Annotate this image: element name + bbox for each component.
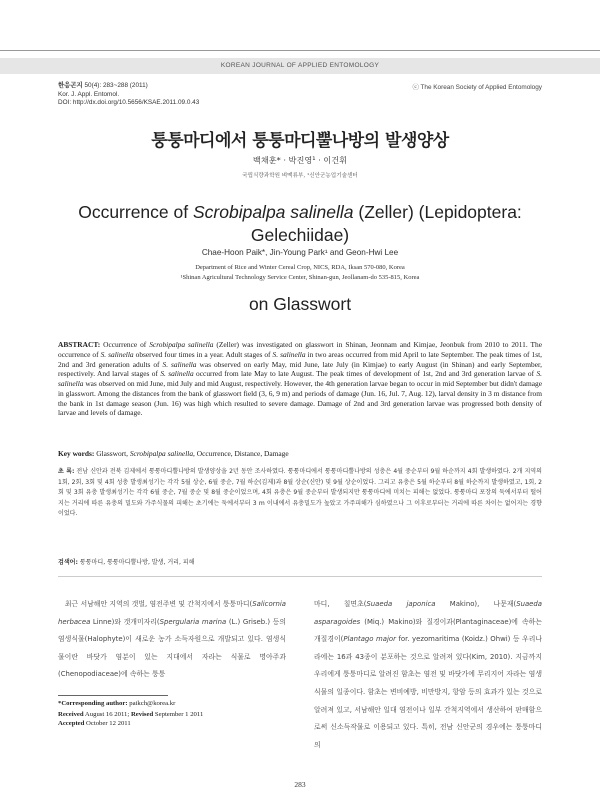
english-abstract	[58, 340, 542, 418]
corresponding-email: paikch@korea.kr	[127, 700, 176, 707]
journal-volume: 50(4): 283~288 (2011)	[82, 82, 148, 89]
english-affiliation	[0, 263, 600, 282]
english-authors: Chae-Hoon Paik*, Jin-Young Park¹ and Geon-Hwi Lee	[201, 248, 399, 257]
accepted-date: October 12 2011	[84, 719, 131, 727]
received-date: August 16 2011;	[83, 710, 131, 718]
species-name: S. salinella	[100, 349, 134, 359]
body-text: Linne)와 갯개미자리(	[90, 617, 160, 626]
body-text: for. yezomaritima (Koidz.) Ohwi) 등 우리나라에는 16과 43종이 분포하는 것으로 알려져 있다(Kim, 2010). 지금까지 우리에게 퉁퉁마디로 알려진 함초는 염전 및 바닷가에 무리지어 자라는 염생식물의 일종이다. 함초는 변비예방, 비만방지, 항암 등의 효과가 있는 것으로 알려져 있고, 서남해안 일대 염전이나 일부 간척지역에서 생산하여 판매함으로써 신소득작물로 이용되고 있다. 특히, 전남 신안군의 경우에는 퉁퉁마디의	[314, 635, 543, 749]
korean-keywords-text: 퉁퉁마디, 퉁퉁마디뿔나방, 발생, 거리, 피해	[77, 559, 195, 566]
species-name: S. salinella	[58, 369, 542, 388]
revised-date: September 1 2011	[153, 710, 204, 718]
species-name: S. salinella	[160, 369, 194, 379]
keywords-text: Glasswort,	[94, 449, 130, 458]
doi: DOI: http://dx.doi.org/10.5656/KSAE.2011.09.0.43	[58, 99, 200, 107]
keywords-text: , Occurrence, Distance, Damage	[193, 449, 289, 458]
species-name: Plantago major	[343, 635, 396, 644]
species-name: S. salinella	[162, 359, 197, 369]
body-text: Makino), 나문재(	[435, 600, 517, 608]
abstract-label: ABSTRACT:	[58, 340, 101, 349]
abstract-text: in two areas occurred from mid April to late September. The peak times of 1st, 2nd and 3rd generation adults of	[58, 349, 542, 369]
body-text: (L.) Griseb.) 등의 염생식물(Halophyte)이 새로운 농가 소득자원으로 개발되고 있다. 염생식물이란 바닷가 염분이 있는 지대에서 자라는 식물로 명아주과(Chenopodiaceae)에 속하는 퉁퉁	[58, 617, 286, 679]
body-column-left	[58, 596, 287, 679]
copyright-notice: ⓒ The Korean Society of Applied Entomology	[412, 84, 542, 91]
abstract-text: (Zeller) was investigated on glasswort in Shinan, Jeonnam and Kimjae, Jeonbuk from 2010 to 2011. The occurrence of	[58, 340, 542, 359]
abstract-text: observed four times in a year. Adult stages of	[133, 349, 273, 359]
body-column-right	[314, 596, 542, 754]
english-keywords	[58, 449, 542, 458]
body-text: 최근 서남해안 지역의 갯벌, 염전주변 및 간척지에서 퉁퉁마디(	[64, 600, 253, 608]
keywords-label: Key words:	[58, 449, 95, 458]
species-name: S. salinella	[272, 349, 306, 359]
species-name: Scrobipalpa salinella	[129, 449, 194, 458]
english-title-post: (Zeller) (Lepidoptera: Gelechiidae)	[250, 202, 522, 245]
top-rule	[0, 50, 600, 51]
article-meta	[58, 82, 199, 108]
accepted-label: Accepted	[58, 719, 85, 727]
affiliation-2: ¹Shinan Agricultural Technology Service Center, Shinan-gun, Jeollanam-do 535-815, Korea	[180, 273, 420, 281]
english-title-pre: Occurrence of	[78, 202, 193, 222]
korean-affiliation: 국립식량과학원 벼맥류부, ¹신안군농업기술센터	[242, 173, 358, 179]
abstract-text: occurred from late May to late August. The peak times of development of 1st, 2nd and 3rd generation larvae of	[193, 369, 537, 379]
body-text: (Miq.) Makino)와 질경이과(Plantaginaceae)에 속하는 개질경이(	[314, 617, 542, 644]
corresponding-label: *Corresponding author:	[58, 700, 128, 707]
section-divider	[58, 576, 542, 577]
footnote	[58, 700, 286, 728]
abstract-text: was observed on mid June, mid July and mid August, respectively. However, the 4th generation larvae began to occur in mid September but didn't damage in glasswort. Among the distances from the bank of glasswort field (3, 6, 9 m) and periods of damage (Jun. 16, Jul. 7, Aug. 12), larval density in 3 m distance from the bank in 1st damage season (Jun. 16) was high which resulted to severe damage. Damage of 2nd and 3rd generation larvae was progressed both density of larvae and levels of damage.	[58, 379, 542, 418]
body-text: 마디, 칠면초(	[314, 600, 367, 608]
abstract-text: was observed on early May, mid June, late July (in Kimjae) to early August (in Shinan) and early September, respectively. And larval stages of	[58, 359, 542, 379]
revised-label: Revised	[130, 710, 154, 718]
species-name: Suaeda asparagoides	[314, 600, 543, 626]
species-name: Scrobipalpa salinella	[149, 340, 214, 349]
korean-abstract-text: 전남 신안과 전북 김제에서 퉁퉁마디뿔나방의 발생양상을 2년 동안 조사하였다. 퉁퉁마디에서 퉁퉁마디뿔나방의 성충은 4월 중순부터 9월 하순까지 4회 발생하였다. 2개 지역의 1회, 2회, 3회 및 4회 성충 발생최성기는 각각 5월 상순, 6월 중순, 7월 하순(김제)과 8월 상순(신안) 및 9월 상순이었다. 그리고 유충은 5월 하순부터 8월 하순까지 발생하였고, 1회, 2회 및 3회 유충 발생최성기는 각각 6월 중순, 7월 중순 및 8월 중순이었으며, 4회 유충은 9월 중순부터 발생되지만 퉁퉁마디에 미치는 피해는 없었다. 퉁퉁마디 포장의 둑에서부터 떨어지는 거리에 따른 유충의 밀도와 가주식물의 피해는 초기에는 둑에서부터 3 m 이내에서 유충밀도가 높았고 가주피해가 심하였으나 그 이후로부터는 거리에 따른 차이는 없어지는 경향이었다.	[58, 468, 542, 518]
journal-abbrev: Kor. J. Appl. Entomol.	[58, 90, 120, 98]
footnote-rule	[58, 695, 168, 696]
korean-keywords	[58, 557, 542, 566]
species-name: Spergularia marina	[159, 617, 227, 626]
english-title-species: Scrobipalpa salinella	[192, 202, 354, 222]
abstract-text: Occurrence of	[100, 340, 150, 349]
species-name: Salicornia herbacea	[58, 600, 287, 626]
korean-title: 퉁퉁마디에서 퉁퉁마디뿔나방의 발생양상	[151, 131, 449, 151]
received-label: Received	[58, 710, 84, 718]
species-name: Suaeda japonica	[366, 600, 436, 608]
korean-keywords-label: 검색어:	[58, 559, 78, 566]
journal-header-band: KOREAN JOURNAL OF APPLIED ENTOMOLOGY	[0, 58, 600, 74]
page-number: 283	[294, 780, 306, 789]
korean-authors: 백채훈* · 박진영¹ · 이건휘	[252, 155, 348, 165]
english-title-line2: on Glasswort	[248, 294, 352, 314]
korean-abstract-label: 초 록:	[58, 468, 75, 475]
english-title	[40, 201, 560, 247]
korean-abstract	[58, 467, 542, 520]
affiliation-1: Department of Rice and Winter Cereal Crop, NICS, RDA, Iksan 570-080, Korea	[195, 264, 405, 271]
journal-korean-name: 한응곤지	[58, 82, 83, 89]
